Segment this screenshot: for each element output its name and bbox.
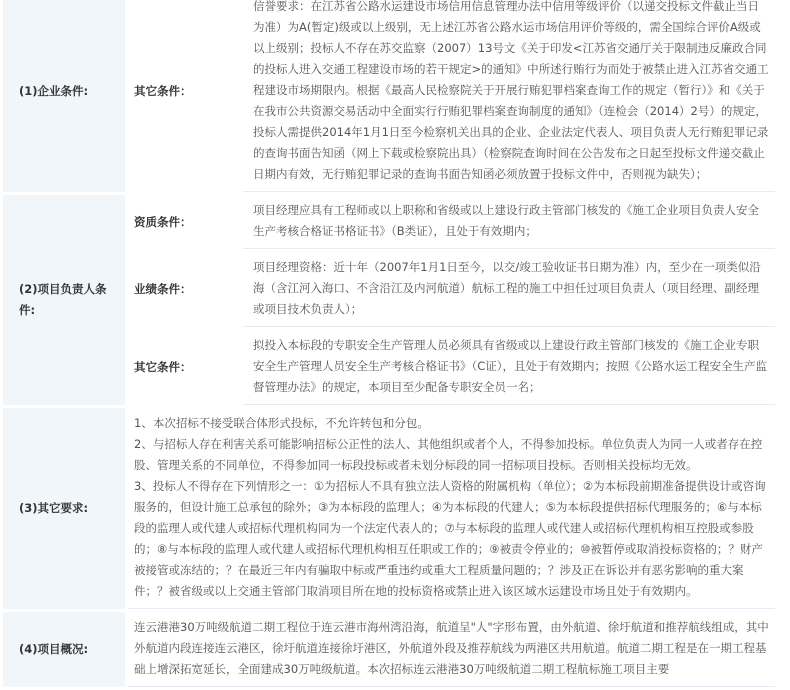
project-overview-label: (4)项目概况:	[3, 612, 125, 687]
other-requirements-label: (3)其它要求:	[3, 408, 125, 609]
project-overview-row	[3, 612, 775, 687]
manager-qualification-row	[3, 195, 775, 249]
manager-other-text: 拟投入本标段的专职安全生产管理人员必须具有省级或以上建设行政主管部门核发的《施工企业专职安全生产管理人员安全生产考核合格证书》（C证），且处于有效期内；按照《公路水运工程安全生产监督管理办法》的规定，本项目至少配备专职安全员一名；	[243, 330, 775, 405]
other-requirements-row	[3, 408, 775, 609]
other-requirement-item: 1、本次招标不接受联合体形式投标，不允许转包和分包。	[134, 416, 429, 430]
manager-other-label: 其它条件：	[128, 330, 240, 405]
other-requirement-item: 2、与招标人存在利害关系可能影响招标公正性的法人、其他组织或者个人，不得参加投标。单位负责人为同一人或者存在控股、管理关系的不同单位，不得参加同一标段投标或者未划分标段的同一招标项目投标。否则相关投标均无效。	[134, 437, 763, 472]
enterprise-other-text: 信誉要求：在江苏省公路水运建设市场信用信息管理办法中信用等级评价（以递交投标文件截止当日为准）为A(暂定)级或以上级别，无上述江苏省公路水运市场信用评价等级的，需全国综合评价A级或以上级别；投标人不存在苏交监察（2007）13号文《关于印发<江苏省交通厅关于限制违反廉政合同的投标人进入交通工程建设市场的若干规定>的通知》中所述行贿行为而处于被禁止进入江苏省交通工程建设市场期限内。根据《最高人民检察院关于开展行贿犯罪档案查询工作的规定（暂行）》和《关于在我市公共资源交易活动中全面实行行贿犯罪档案查询制度的通知》（连检会（2014）2号）的规定，投标人需提供2014年1月1日至今检察机关出具的企业、企业法定代表人、项目负责人无行贿犯罪记录的查询书面告知函（网上下载或检察院出具）（检察院查询时间在公告发布之日起至投标文件递交截止日期内有效，无行贿犯罪记录的查询书面告知函必须放置于投标文件中，否则视为缺失）；	[243, 0, 775, 192]
manager-conditions-label: (2)项目负责人条件:	[3, 195, 125, 405]
manager-qualification-label: 资质条件：	[128, 195, 240, 249]
manager-performance-label: 业绩条件：	[128, 252, 240, 327]
manager-qualification-text: 项目经理应具有工程师或以上职称和省级或以上建设行政主管部门核发的《施工企业项目负责人安全生产考核合格证书格证书》（B类证），且处于有效期内；	[243, 195, 775, 249]
enterprise-other-row	[3, 0, 775, 192]
other-requirement-item: 3、投标人不得存在下列情形之一：①为招标人不具有独立法人资格的附属机构（单位）；②为本标段前期准备提供设计或咨询服务的，但设计施工总承包的除外；③为本标段的监理人；④为本标段的代建人；⑤为本标段提供招标代理服务的；⑥与本标段的监理人或代建人或招标代理机构同为一个法定代表人的；⑦与本标段的监理人或代建人或招标代理机构相互控股或参股的；⑧与本标段的监理人或代建人或招标代理机构相互任职或工作的；⑨被责令停业的；⑩被暂停或取消投标资格的；？财产被接管或冻结的；？在最近三年内有骗取中标或严重违约或重大工程质量问题的；？涉及正在诉讼并有恶劣影响的重大案件；？被省级或以上交通主管部门取消项目所在地的投标资格或禁止进入该区域水运建设市场且处于有效期内。	[134, 479, 766, 598]
project-overview-text: 连云港港30万吨级航道二期工程位于连云港市海州湾沿海，航道呈"人"字形布置，由外航道、徐圩航道和推荐航线组成，其中外航道内段连接连云港区，徐圩航道连接徐圩港区，外航道外段及推荐航线为两港区共用航道。航道二期工程是在一期工程基础上增深拓宽延长，全面建成30万吨级航道。本次招标连云港港30万吨级航道二期工程航标施工项目主要	[128, 612, 775, 687]
enterprise-other-label: 其它条件：	[128, 0, 240, 192]
enterprise-conditions-label: (1)企业条件:	[3, 0, 125, 192]
other-requirements-text	[128, 408, 775, 609]
manager-performance-text: 项目经理资格：近十年（2007年1月1日至今，以交/竣工验收证书日期为准）内，至少在一项类似沿海（含江河入海口、不含沿江及内河航道）航标工程的施工中担任过项目负责人（项目经理、副经理或项目技术负责人）；	[243, 252, 775, 327]
